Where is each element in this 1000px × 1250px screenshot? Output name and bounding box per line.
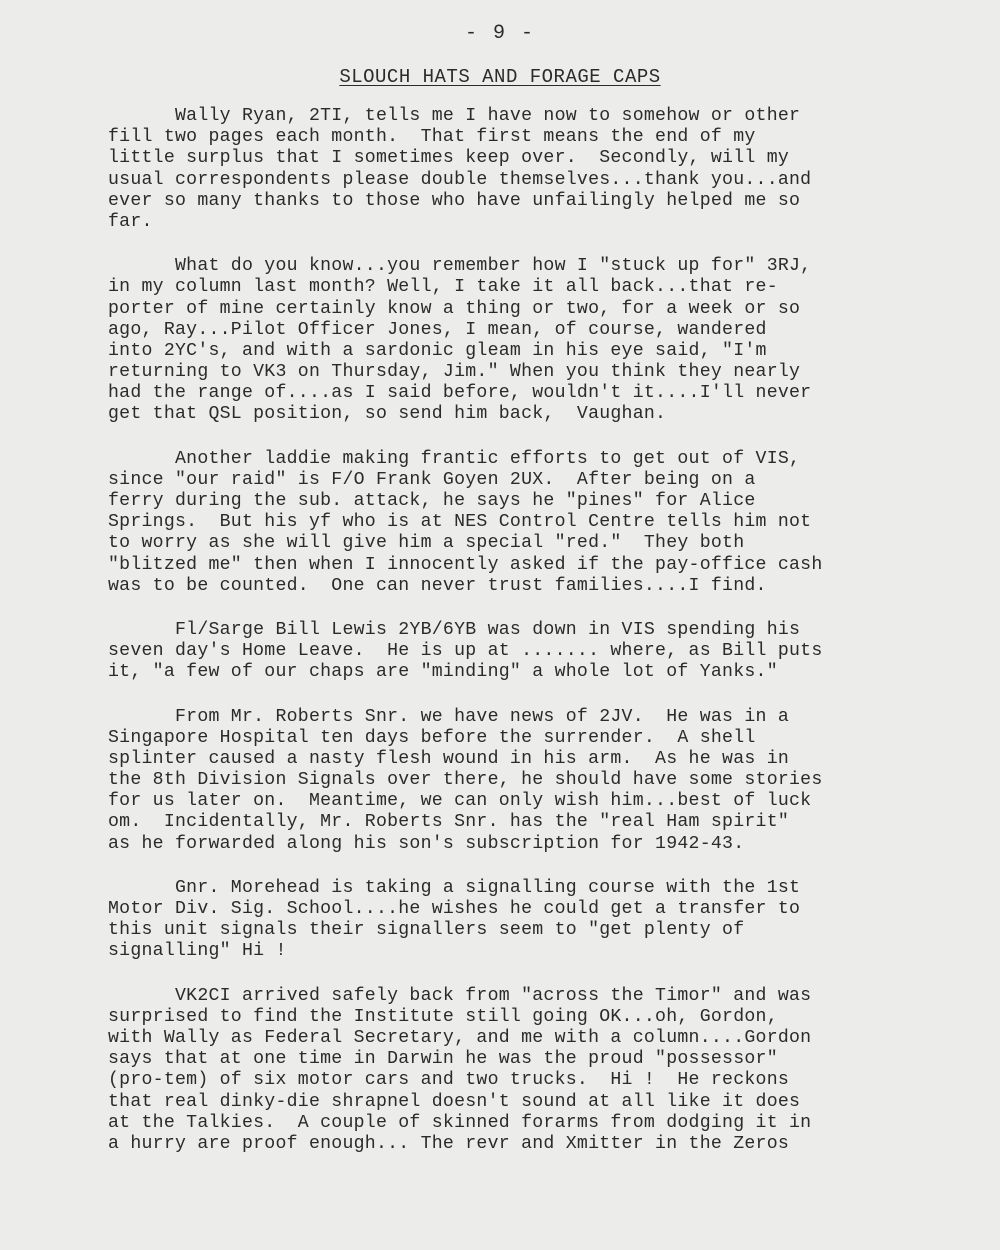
text-line: as he forwarded along his son's subscription for 1942-43. (108, 833, 745, 854)
text-line: it, "a few of our chaps are "minding" a whole lot of Yanks." (108, 662, 778, 683)
text-line: What do you know...you remember how I "stuck up for" 3RJ, (108, 256, 812, 277)
text-line: surprised to find the Institute still going OK...oh, Gordon, (108, 1006, 778, 1027)
text-line: far. (108, 211, 153, 232)
text-line: ever so many thanks to those who have unfailingly helped me so (108, 190, 801, 211)
text-line: ferry during the sub. attack, he says he "pines" for Alice (108, 491, 756, 511)
text-line: returning to VK3 on Thursday, Jim." When you think they nearly (108, 362, 801, 383)
paragraph (108, 256, 938, 426)
text-line: splinter caused a nasty flesh wound in his arm. As he was in (108, 748, 790, 769)
text-line: this unit signals their signallers seem to "get plenty of (108, 920, 745, 941)
text-line: the 8th Division Signals over there, he should have some stories (108, 770, 823, 791)
text-line: om. Incidentally, Mr. Roberts Snr. has the "real Ham spirit" (108, 812, 790, 833)
text-line: VK2CI arrived safely back from "across the Timor" and was (108, 985, 812, 1006)
page-number: - 9 - (464, 22, 535, 45)
text-line: at the Talkies. A couple of skinned forarms from dodging it in (108, 1112, 812, 1133)
paragraph (108, 106, 938, 233)
text-line: Fl/Sarge Bill Lewis 2YB/6YB was down in VIS spending his (108, 619, 801, 640)
column-body (108, 106, 938, 1178)
text-line: signalling" Hi ! (108, 941, 287, 962)
paragraph (108, 707, 938, 855)
text-line: porter of mine certainly know a thing or two, for a week or so (108, 298, 801, 319)
text-line: (pro-tem) of six motor cars and two trucks. Hi ! He reckons (108, 1070, 790, 1091)
text-line: ago, Ray...Pilot Officer Jones, I mean, of course, wandered (108, 319, 767, 340)
paragraph (108, 878, 938, 963)
text-line: Wally Ryan, 2TI, tells me I have now to somehow or other (108, 106, 801, 126)
text-line: to worry as she will give him a special "red." They both (108, 533, 745, 554)
text-line: seven day's Home Leave. He is up at ....... where, as Bill puts (108, 641, 823, 662)
text-line: since "our raid" is F/O Frank Goyen 2UX. After being on a (108, 469, 756, 490)
text-line: for us later on. Meantime, we can only wish him...best of luck (108, 791, 812, 812)
text-line: with Wally as Federal Secretary, and me with a column....Gordon (108, 1027, 812, 1048)
text-line: usual correspondents please double themselves...thank you...and (108, 169, 812, 190)
text-line: into 2YC's, and with a sardonic gleam in his eye said, "I'm (108, 340, 767, 361)
text-line: From Mr. Roberts Snr. we have news of 2JV. He was in a (108, 706, 790, 727)
text-line: Gnr. Morehead is taking a signalling course with the 1st (108, 877, 801, 898)
text-line: little surplus that I sometimes keep over. Secondly, will my (108, 148, 790, 169)
text-line: was to be counted. One can never trust families....I find. (108, 575, 767, 596)
text-line: Motor Div. Sig. School....he wishes he could get a transfer to (108, 899, 801, 919)
column-title: SLOUCH HATS AND FORAGE CAPS (339, 66, 661, 88)
text-line: in my column last month? Well, I take it all back...that re- (108, 277, 778, 298)
text-line: Springs. But his yf who is at NES Control Centre tells him not (108, 512, 812, 533)
text-line: fill two pages each month. That first means the end of my (108, 127, 756, 148)
text-line: says that at one time in Darwin he was the proud "possessor" (108, 1049, 778, 1070)
text-line: that real dinky-die shrapnel doesn't sound at all like it does (108, 1091, 801, 1112)
text-line: "blitzed me" then when I innocently asked if the pay-office cash (108, 554, 823, 575)
text-line: Singapore Hospital ten days before the surrender. A shell (108, 727, 756, 748)
text-line: get that QSL position, so send him back, Vaughan. (108, 404, 667, 425)
paragraph (108, 620, 938, 684)
paragraph (108, 986, 938, 1156)
text-line: Another laddie making frantic efforts to get out of VIS, (108, 448, 801, 469)
paragraph (108, 449, 938, 597)
text-line: a hurry are proof enough... The revr and Xmitter in the Zeros (108, 1133, 790, 1154)
text-line: had the range of....as I said before, wouldn't it....I'll never (108, 383, 812, 404)
